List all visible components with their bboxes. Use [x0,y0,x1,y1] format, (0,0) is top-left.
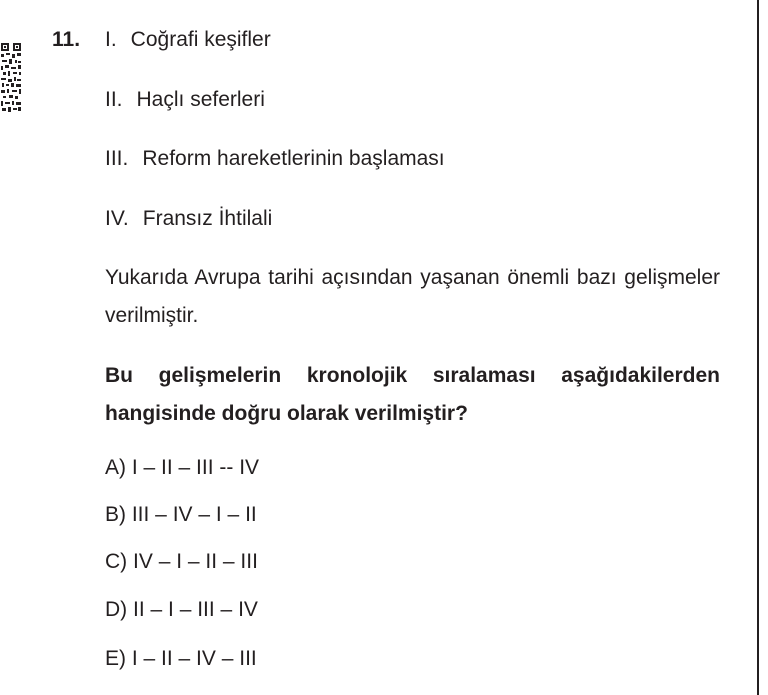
statement-roman: II. [105,88,123,111]
statement-3 [105,147,445,171]
statement-4 [105,207,272,231]
option-letter: B) [105,503,126,526]
option-d[interactable] [105,598,258,622]
option-a[interactable] [105,456,259,480]
option-letter: C) [105,550,128,573]
option-b[interactable] [105,503,257,527]
option-text: IV – I – II – III [133,550,258,573]
qr-code-icon [0,42,22,114]
question-intro: Yukarıda Avrupa tarihi açısından yaşanan önemli bazı gelişmeler verilmiştir. [105,266,720,327]
column-divider [757,0,759,695]
option-letter: E) [105,647,126,670]
question-stem: Bu gelişmelerin kronolojik sıralaması aşağıdakilerden hangisinde doğru olarak verilmiştir? [105,364,720,425]
statement-text: Fransız İhtilali [142,207,273,230]
statement-text: Reform hareketlerinin başlaması [142,147,445,170]
statement-2 [105,88,265,112]
statement-text: Coğrafi keşifler [130,28,271,51]
question-number: 11. [52,28,81,51]
statement-1 [105,28,271,52]
statement-roman: IV. [105,207,129,230]
option-c[interactable] [105,550,258,574]
option-letter: D) [105,598,128,621]
statement-text: Haçlı seferleri [136,88,265,111]
statement-roman: I. [105,28,117,51]
option-e[interactable] [105,647,257,671]
option-text: I – II – III -- IV [131,456,260,479]
option-letter: A) [105,456,126,479]
option-text: I – II – IV – III [131,647,257,670]
option-text: III – IV – I – II [131,503,257,526]
statement-roman: III. [105,147,129,170]
option-text: II – I – III – IV [133,598,258,621]
